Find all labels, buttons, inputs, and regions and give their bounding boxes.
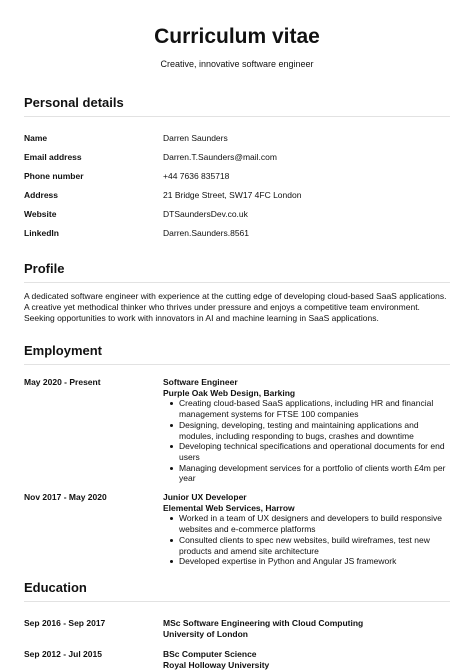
- detail-value: Darren.T.Saunders@mail.com: [163, 151, 277, 162]
- employer: Elemental Web Services, Harrow: [163, 502, 295, 513]
- employment-dates: May 2020 - Present: [24, 377, 101, 387]
- section-title-profile: Profile: [24, 260, 450, 283]
- duty-item: Developed expertise in Python and Angular JS framework: [179, 556, 450, 567]
- profile-text: A dedicated software engineer with experience at the cutting edge of developing cloud-based SaaS applications. A creative yet methodical thinker who thrives under pressure and enjoys a competitive team environment. Seeking opportunities to work with innovators in AI and machine learning in SaaS applications.: [24, 291, 447, 323]
- duty-item: Consulted clients to spec new websites, build wireframes, test new products and amend site architecture: [179, 535, 450, 556]
- employment-details: [163, 377, 450, 484]
- degree: MSc Software Engineering with Cloud Computing: [163, 617, 364, 628]
- detail-label: LinkedIn: [24, 227, 59, 238]
- education-dates: Sep 2016 - Sep 2017: [24, 617, 106, 628]
- education-details: [163, 649, 450, 670]
- detail-value: Darren.Saunders.8561: [163, 227, 250, 238]
- education-entry: [24, 649, 450, 670]
- personal-details-list: [24, 128, 450, 242]
- detail-label: Email address: [24, 151, 82, 162]
- employment-entry: [24, 377, 450, 484]
- detail-row-phone: [24, 166, 450, 185]
- detail-label: Website: [24, 208, 57, 219]
- education-dates: Sep 2012 - Jul 2015: [24, 649, 102, 660]
- employment-list: [24, 377, 450, 567]
- page-subtitle: Creative, innovative software engineer: [160, 59, 314, 69]
- duty-item: Managing development services for a portfolio of clients worth £4m per year: [179, 463, 450, 484]
- detail-row-linkedin: [24, 223, 450, 242]
- degree: BSc Computer Science: [163, 649, 257, 660]
- duty-item: Creating cloud-based SaaS applications, including HR and financial management systems for FTSE 100 companies: [179, 398, 450, 419]
- detail-label: Phone number: [24, 170, 84, 181]
- detail-value: DTSaundersDev.co.uk: [163, 208, 248, 219]
- education-list: [24, 618, 450, 671]
- institution: Royal Holloway University: [163, 660, 270, 671]
- duties-list: [163, 398, 450, 484]
- education-entry: [24, 618, 450, 639]
- employment-details: [163, 492, 450, 567]
- education-details: [163, 618, 450, 639]
- detail-label: Name: [24, 132, 48, 143]
- job-title: Software Engineer: [163, 377, 238, 387]
- duties-list: [163, 513, 450, 567]
- section-title-education: Education: [24, 579, 450, 602]
- page-title: Curriculum vitae: [154, 25, 320, 48]
- detail-value: Darren Saunders: [163, 132, 228, 143]
- section-title-employment: Employment: [24, 342, 450, 365]
- employment-dates: Nov 2017 - May 2020: [24, 492, 107, 503]
- employment-entry: [24, 492, 450, 567]
- detail-row-name: [24, 128, 450, 147]
- institution: University of London: [163, 628, 248, 639]
- employer: Purple Oak Web Design, Barking: [163, 387, 296, 398]
- job-title: Junior UX Developer: [163, 492, 247, 503]
- detail-row-email: [24, 147, 450, 166]
- detail-label: Address: [24, 189, 59, 200]
- section-title-personal-details: Personal details: [24, 94, 450, 117]
- detail-value: 21 Bridge Street, SW17 4FC London: [163, 189, 302, 200]
- detail-row-website: [24, 204, 450, 223]
- duty-item: Developing technical specifications and operational documents for end users: [179, 441, 450, 462]
- duty-item: Designing, developing, testing and maintaining applications and modules, including responding to bugs, crashes and downtime: [179, 420, 450, 441]
- detail-value: +44 7636 835718: [163, 170, 230, 181]
- detail-row-address: [24, 185, 450, 204]
- duty-item: Worked in a team of UX designers and developers to build responsive websites and e-commerce platforms: [179, 513, 450, 534]
